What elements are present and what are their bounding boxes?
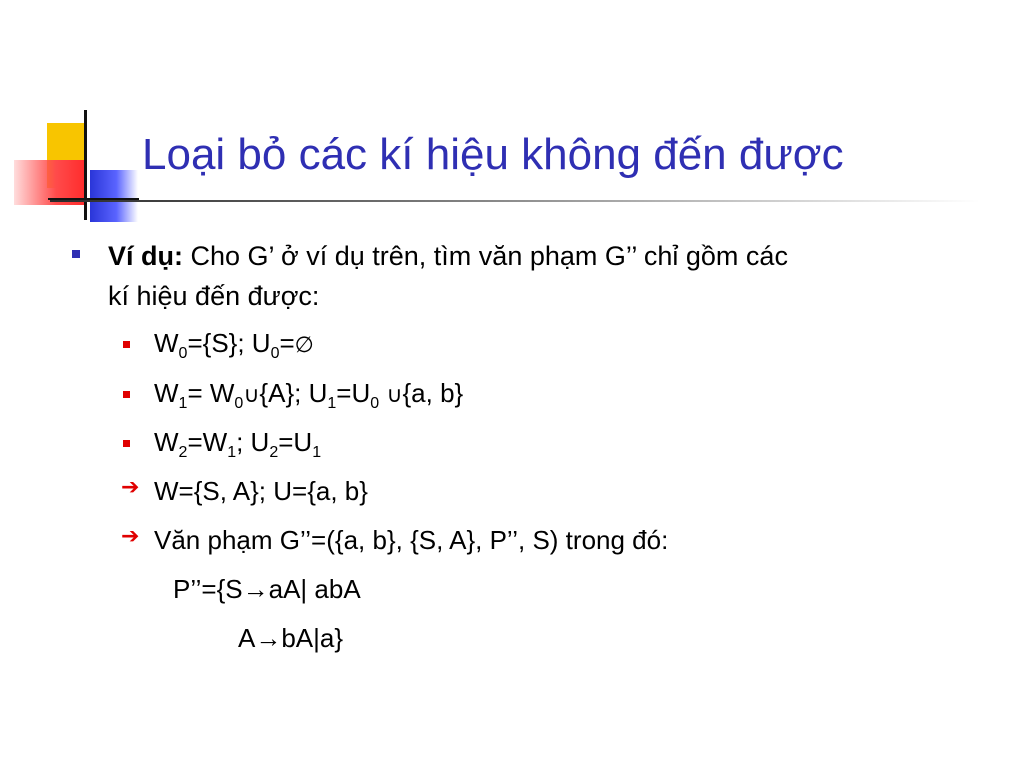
example-paragraph [108,236,988,316]
list-item [154,427,322,461]
list-item [154,378,464,412]
item-text: $W_1=$ $W_0\cup\{A\}$; $U_1=U_0$ ∪{a, b} [154,378,464,412]
right-arrow-icon: ➔ [121,524,140,549]
square-bullet-icon [123,391,130,398]
example-text-line1: Cho G’ ở ví dụ trên, tìm văn phạm G’’ chỉ gồm các [183,241,788,271]
list-item [121,524,669,556]
square-bullet-icon [123,341,130,348]
production-line-2: A→bA|a} [238,623,344,653]
item-text: Văn phạm G’’=({a, b}, {S, A}, P’’, S) trong đó: [154,525,669,555]
list-item [121,475,368,507]
square-bullet-icon [123,440,130,447]
decor-vertical-line [84,110,87,220]
item-text: $W_2=W_1$; $U_2=U_1$ [154,427,322,461]
title-divider [50,200,980,202]
item-text: W={S, A}; U={a, b} [154,476,368,506]
decor-blue-square [90,170,138,222]
example-text-line2: kí hiệu đến được: [108,281,320,311]
right-arrow-icon: ➔ [121,475,140,500]
example-label: Ví dụ: [108,241,183,271]
item-text: $W_0=\{S\}$; $U_0=\emptyset$ [154,328,314,362]
square-bullet-icon [72,250,80,258]
slide-title: Loại bỏ các kí hiệu không đến được [142,130,844,179]
production-line-1: P’’={S→aA| abA [173,574,361,604]
list-item [154,328,314,362]
